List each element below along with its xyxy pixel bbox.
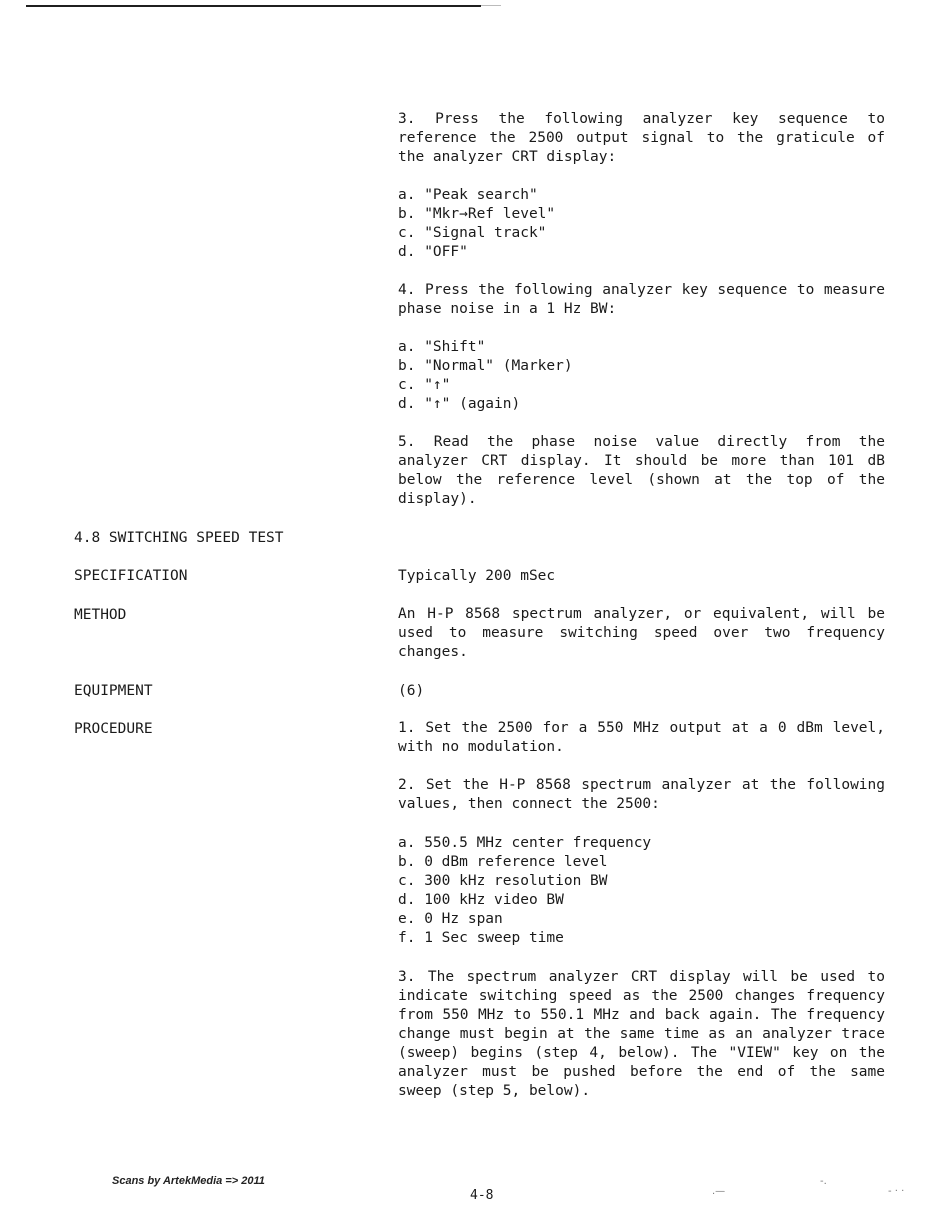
list-item: d. "↑" (again): [398, 396, 521, 412]
step-3-key-list: [398, 186, 555, 262]
section-title: 4.8 SWITCHING SPEED TEST: [74, 530, 284, 546]
step-4-phase-noise: 4. Press the following analyzer key sequence to measure phase noise in a 1 Hz BW:: [398, 282, 885, 317]
scan-artifact: .—: [712, 1186, 726, 1197]
step-3-reference: 3. Press the following analyzer key sequence to reference the 2500 output signal to the graticule of the analyzer CRT display:: [398, 111, 885, 165]
step-5-read-value: 5. Read the phase noise value directly from the analyzer CRT display. It should be more than 101 dB below the reference level (shown at the top of the display).: [398, 434, 885, 507]
list-item: d. "OFF": [398, 244, 468, 260]
list-item: a. 550.5 MHz center frequency: [398, 835, 652, 851]
specification-label: SPECIFICATION: [74, 568, 188, 584]
list-item: b. 0 dBm reference level: [398, 854, 608, 870]
equipment-label: EQUIPMENT: [74, 683, 153, 699]
method-label: METHOD: [74, 607, 127, 623]
list-item: a. "Peak search": [398, 187, 538, 203]
procedure-step-1: 1. Set the 2500 for a 550 MHz output at a 0 dBm level, with no modulation.: [398, 720, 885, 755]
header-rule-tail: [481, 5, 501, 6]
page-number: 4-8: [470, 1188, 494, 1203]
scan-credit: Scans by ArtekMedia => 2011: [112, 1175, 265, 1187]
equipment-value: (6): [398, 683, 425, 699]
list-item: a. "Shift": [398, 339, 486, 355]
list-item: f. 1 Sec sweep time: [398, 930, 564, 946]
list-item: c. "↑": [398, 377, 451, 393]
procedure-step-2: 2. Set the H-P 8568 spectrum analyzer at the following values, then connect the 2500:: [398, 777, 885, 812]
step-4-key-list: [398, 338, 573, 414]
list-item: b. "Mkr→Ref level": [398, 206, 556, 222]
scan-artifact: - · ·: [888, 1186, 905, 1197]
procedure-step-2-list: [398, 834, 651, 948]
method-value: An H-P 8568 spectrum analyzer, or equivalent, will be used to measure switching speed over two frequency changes.: [398, 606, 885, 660]
scan-artifact: -.: [820, 1176, 827, 1187]
list-item: c. 300 kHz resolution BW: [398, 873, 608, 889]
list-item: c. "Signal track": [398, 225, 547, 241]
header-rule: [26, 5, 481, 7]
list-item: d. 100 kHz video BW: [398, 892, 564, 908]
list-item: e. 0 Hz span: [398, 911, 503, 927]
procedure-label: PROCEDURE: [74, 721, 153, 737]
specification-value: Typically 200 mSec: [398, 568, 556, 584]
procedure-step-3: 3. The spectrum analyzer CRT display will be used to indicate switching speed as the 2500 changes frequency from 550 MHz to 550.1 MHz and back again. The frequency change must begin at the same time as an analyzer trace (sweep) begins (step 4, below). The "VIEW" key on the analyzer must be pushed before the end of the same sweep (step 5, below).: [398, 969, 885, 1099]
list-item: b. "Normal" (Marker): [398, 358, 573, 374]
